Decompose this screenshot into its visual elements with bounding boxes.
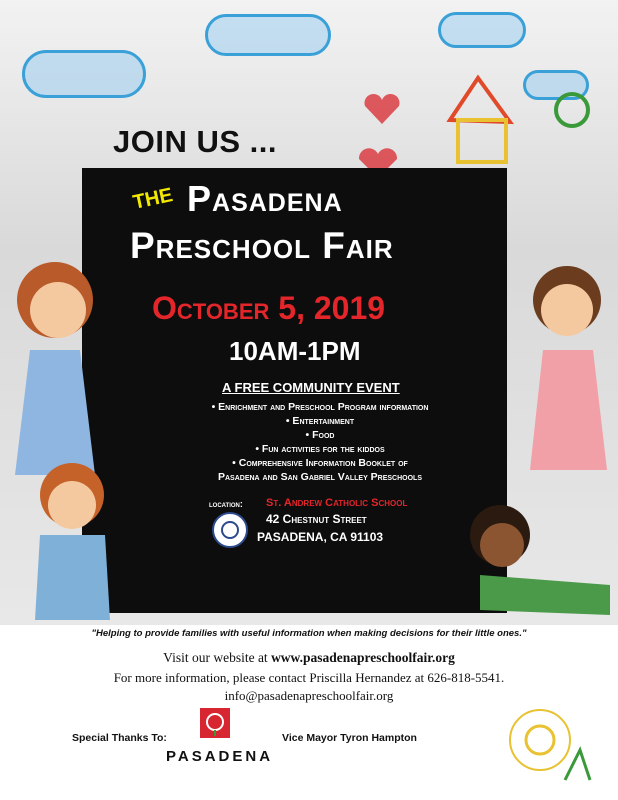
event-time: 10AM-1PM bbox=[229, 336, 361, 366]
email-link[interactable]: info@pasadenapreschoolfair.org bbox=[224, 688, 394, 703]
boy-left-illustration bbox=[10, 450, 130, 640]
website-line bbox=[0, 650, 618, 666]
location-city: PASADENA, CA 91103 bbox=[257, 530, 384, 544]
event-title-line1: Pasadena bbox=[187, 178, 343, 219]
list-item: • Comprehensive Information Booklet of bbox=[232, 457, 408, 469]
website-prefix: Visit our website at bbox=[163, 650, 272, 665]
girl-right-illustration bbox=[505, 250, 618, 500]
pasadena-rose-logo-icon bbox=[200, 708, 230, 738]
school-seal-icon bbox=[212, 512, 248, 548]
cloud-doodle bbox=[438, 12, 526, 48]
list-item: • Fun activities for the kiddos bbox=[255, 443, 385, 455]
boy-right-illustration bbox=[440, 490, 618, 630]
event-title-line2: Preschool Fair bbox=[130, 225, 394, 266]
event-type: A FREE COMMUNITY EVENT bbox=[222, 380, 400, 395]
mayor-credit: Vice Mayor Tyron Hampton bbox=[282, 732, 417, 744]
location-name: St. Andrew Catholic School bbox=[266, 497, 408, 509]
website-link[interactable]: www.pasadenapreschoolfair.org bbox=[271, 650, 455, 665]
special-thanks-label: Special Thanks To: bbox=[72, 732, 167, 744]
join-us-heading: JOIN US ... bbox=[113, 124, 277, 159]
cloud-doodle bbox=[205, 14, 331, 56]
list-item: • Entertainment bbox=[285, 415, 355, 427]
flower-doodle bbox=[485, 700, 605, 790]
cloud-doodle bbox=[22, 50, 146, 98]
activities-list bbox=[130, 400, 510, 484]
location-street: 42 Chestnut Street bbox=[266, 512, 367, 526]
house-doodle bbox=[440, 70, 590, 170]
contact-line: For more information, please contact Priscilla Hernandez at 626-818-5541. bbox=[113, 670, 505, 685]
heart-doodle bbox=[362, 92, 402, 126]
pasadena-logo-wordmark: PASADENA bbox=[166, 748, 274, 765]
list-item: Pasadena and San Gabriel Valley Preschools bbox=[218, 471, 422, 483]
event-date: October 5, 2019 bbox=[152, 290, 386, 326]
tagline-quote: "Helping to provide families with useful information when making decisions for their little ones." bbox=[91, 628, 527, 639]
the-label: THE bbox=[131, 184, 175, 214]
list-item: • Food bbox=[305, 429, 335, 441]
location-label: location: bbox=[209, 499, 243, 509]
list-item: • Enrichment and Preschool Program information bbox=[211, 401, 429, 413]
